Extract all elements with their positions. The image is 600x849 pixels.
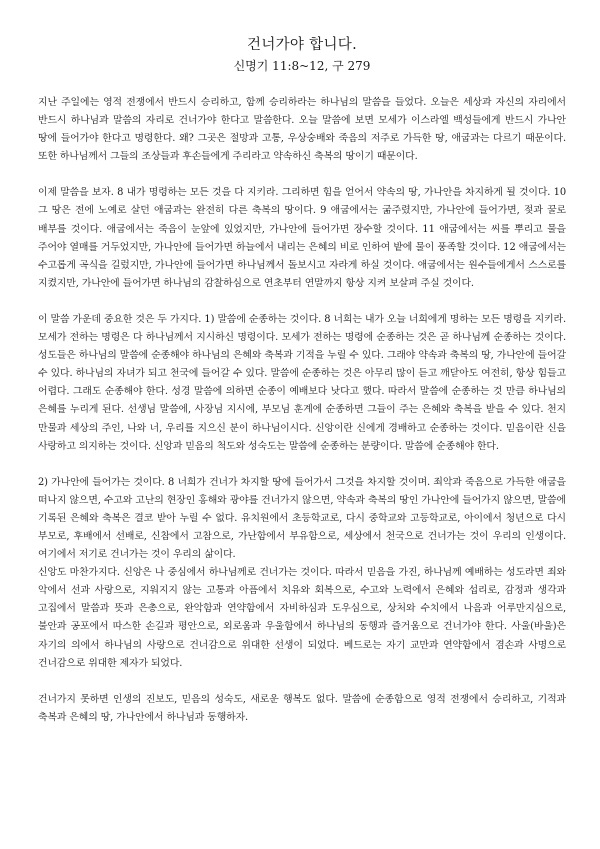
- paragraph-point-two-crossing: 2) 가나안에 들어가는 것이다. 8 너희가 건너가 차지할 땅에 들어가서 그것을 차지할 것이며. 죄악과 죽음으로 가득한 애굽을 떠나지 않으면, 수고와 고난의 현장인 홍해와 광야를 건너가지 않으면, 약속과 축복의 땅인 가나안에 들어가지 않으면, 말씀에 기록된 은혜와 축복은 결코 받아 누릴 수 없다. 유치원에서 초등학교로, 다시 중학교와 고등학교로, 아이에서 청년으로 다시 부모로, 후배에서 선배로, 신참에서 고참으로, 가난함에서 부유함으로, 세상에서 천국으로 건너가는 것이 우리의 인생이다. 여기에서 저기로 건너가는 것이 우리의 삶이다.: [38, 476, 566, 561]
- paragraph-intro: 지난 주일에는 영적 전쟁에서 반드시 승리하고, 함께 승리하라는 하나님의 말씀을 들었다. 오늘은 세상과 자신의 자리에서 반드시 하나님과 말씀의 자리로 건너가야 한다고 말씀한다. 오늘 말씀에 보면 모세가 이스라엘 백성들에게 반드시 가나안 땅에 들어가야 한다고 명령한다. 왜? 그곳은 절망과 고통, 우상숭배와 죽음의 저주로 가득한 땅, 애굽과는 다르기 때문이다. 또한 하나님께서 그들의 조상들과 후손들에게 주리라고 약속하신 축복의 땅이기 때문이다.: [38, 97, 566, 163]
- paragraph-scripture-explanation: 이제 말씀을 보자. 8 내가 명령하는 모든 것을 다 지키라. 그리하면 힘을 얻어서 약속의 땅, 가나안을 차지하게 될 것이다. 10 그 땅은 전에 노예로 살던 애굽과는 완전히 다른 축복의 땅이다. 9 애굽에서는 굶주렸지만, 가나안에 들어가면, 젖과 꿀로 배부를 것이다. 애굽에서는 죽음이 눈앞에 있었지만, 가나안에 들어가면 장수할 것이다. 11 애굽에서는 씨를 뿌리고 물을 주어야 열매를 거두었지만, 가나안에 들어가면 하늘에서 내리는 은혜의 비로 인하여 밭에 물이 풍족할 것이다. 12 애굽에서는 수고롭게 곡식을 길렀지만, 가나안에 들어가면 하나님께서 돌보시고 자라게 하실 것이다. 애굽에서는 원수들에게서 스스로를 지켰지만, 가나안에 들어가면 하나님의 감찰하심으로 연초부터 연말까지 항상 지켜 보살펴 주실 것이다.: [38, 187, 566, 289]
- paragraph-faith-crossing: 신앙도 마찬가지다. 신앙은 나 중심에서 하나님께로 건너가는 것이다. 따라서 믿음을 가진, 하나님께 예배하는 성도라면 죄와 악에서 선과 사랑으로, 지워지지 않는 고통과 아픔에서 치유와 회복으로, 수고와 노력에서 은혜와 섭리로, 감정과 생각과 고집에서 말씀과 뜻과 은총으로, 완악함과 연약함에서 자비하심과 도우심으로, 상처와 수치에서 나음과 어루만지심으로, 불안과 공포에서 따스한 손길과 평안으로, 외로움과 우울함에서 하나님의 동행과 즐거움으로 건너가야 한다. 사울(바울)은 자기의 의에서 하나님의 사랑으로 건너감으로 위대한 선생이 되었다. 베드로는 자기 교만과 연약함에서 겸손과 사명으로 건너감으로 위대한 제자가 되었다.: [38, 567, 566, 669]
- paragraph-conclusion: 건너가지 못하면 인생의 진보도, 믿음의 성숙도, 새로운 행복도 없다. 말씀에 순종함으로 영적 전쟁에서 승리하고, 기적과 축복과 은혜의 땅, 가나안에서 하나님과 동행하자.: [38, 693, 566, 723]
- scripture-reference: 신명기 11:8~12, 구 279: [233, 59, 371, 73]
- sermon-title: 건너가야 합니다.: [247, 37, 357, 53]
- paragraph-point-one-obedience: 이 말씀 가운데 중요한 것은 두 가지다. 1) 말씀에 순종하는 것이다. 8 너희는 내가 오늘 너희에게 명하는 모든 명령을 지키라. 모세가 전하는 명령은 다 하나님께서 지시하신 명령이다. 모세가 전하는 명령에 순종하는 것은 곧 하나님께 순종하는 것이다. 성도들은 하나님의 말씀에 순종해야 하나님의 은혜와 축복과 기적을 누릴 수 있다. 그래야 약속과 축복의 땅, 가나안에 들어갈 수 있다. 하나님의 자녀가 되고 천국에 들어갈 수 있다. 말씀에 순종하는 것은 아무리 많이 듣고 깨닫아도 여전히, 항상 힘들고 어렵다. 그래도 순종해야 한다. 성경 말씀에 의하면 순종이 예배보다 낫다고 했다. 따라서 말씀에 순종하는 것 만큼 하나님의 은혜를 누리게 된다. 선생님 말씀에, 사장님 지시에, 부모님 훈계에 순종하면 그들이 주는 은혜와 축복을 받을 수 있다. 천지 만물과 세상의 주인, 나와 너, 우리를 지으신 분이 하나님이시다. 신앙이란 신에게 경배하고 순종하는 것이다. 믿음이란 신을 사랑하고 의지하는 것이다. 신앙과 믿음의 척도와 성숙도는 말씀에 순종하는 분량이다. 말씀에 순종해야 한다.: [38, 313, 566, 452]
- sermon-body: [38, 94, 566, 727]
